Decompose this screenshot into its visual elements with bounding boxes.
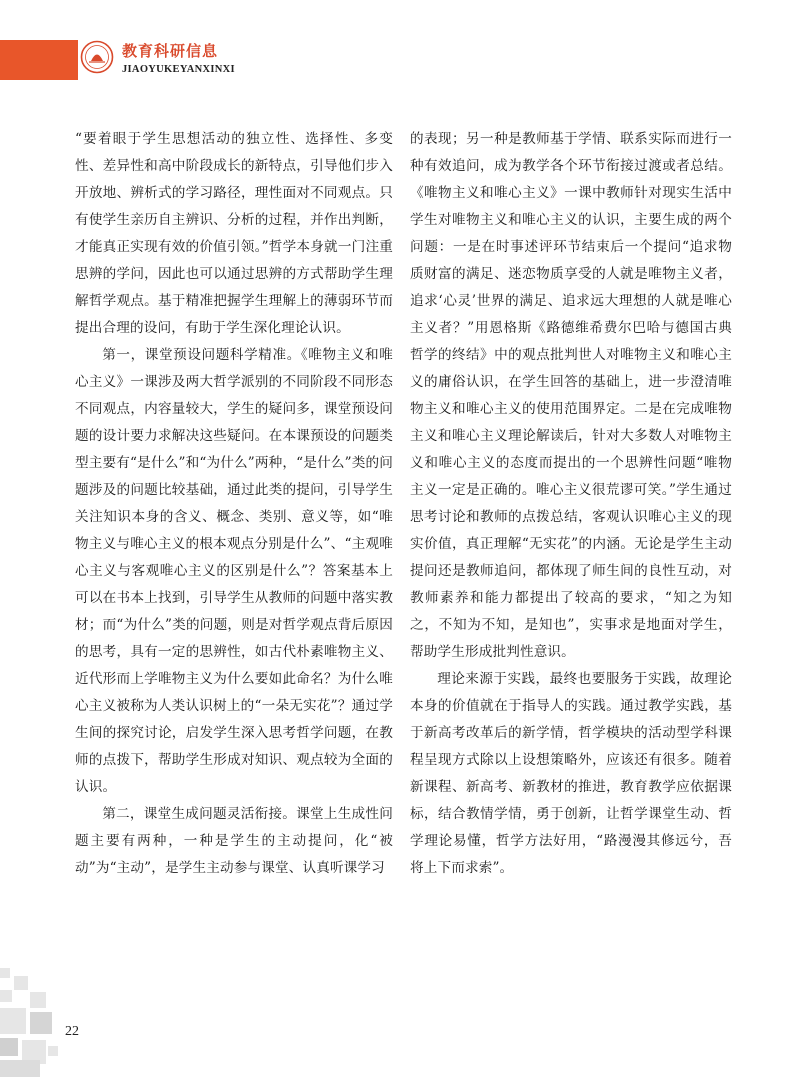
brand-title-en: JIAOYUKEYANXINXI [122,64,235,75]
right-column [410,126,732,882]
paragraph: 理论来源于实践，最终也要服务于实践，故理论本身的价值就在于指导人的实践。通过教学实践，基于新高考改革后的新学情，哲学模块的活动型学科课程呈现方式除以上设想策略外，应该还有很多。随着新课程、新高考、新教材的推进，教育教学应依据课标，结合教情学情，勇于创新，让哲学课堂生动、哲学理论易懂，哲学方法好用，“路漫漫其修远兮，吾将上下而求索”。 [410,671,732,876]
paragraph: 的表现；另一种是教师基于学情、联系实际而进行一种有效追问，成为教学各个环节衔接过渡或者总结。《唯物主义和唯心主义》一课中教师针对现实生活中学生对唯物主义和唯心主义的认识，主要生成的两个问题：一是在时事述评环节结束后一个提问“追求物质财富的满足、迷恋物质享受的人就是唯物主义者，追求‘心灵’世界的满足、追求远大理想的人就是唯心主义者？”用恩格斯《路德维希费尔巴哈与德国古典哲学的终结》中的观点批判世人对唯物主义和唯心主义的庸俗认识，在学生回答的基础上，进一步澄清唯物主义和唯心主义的使用范围界定。二是在完成唯物主义和唯心主义理论解读后，针对大多数人对唯物主义和唯心主义的态度而提出的一个思辨性问题“唯物主义一定是正确的。唯心主义很荒谬可笑。”学生通过思考讨论和教师的点拨总结，客观认识唯心主义的现实价值，真正理解“无实花”的内涵。无论是学生主动提问还是教师追问，都体现了师生间的良性互动，对教师素养和能力都提出了较高的要求，“知之为知之，不知为不知，是知也”，实事求是地面对学生，帮助学生形成批判性意识。 [410,131,732,660]
page-number: 22 [65,1024,79,1039]
paragraph: 第一，课堂预设问题科学精准。《唯物主义和唯心主义》一课涉及两大哲学派别的不同阶段不同形态不同观点，内容量较大，学生的疑问多，课堂预设问题的设计要力求解决这些疑问。在本课预设的问题类型主要有“是什么”和“为什么”两种，“是什么”类的问题涉及的问题比较基础，通过此类的提问，引导学生关注知识本身的含义、概念、类别、意义等，如“唯物主义与唯心主义的根本观点分别是什么”、“主观唯心主义与客观唯心主义的区别是什么”？答案基本上可以在书本上找到，引导学生从教师的问题中落实教材；而“为什么”类的问题，则是对哲学观点背后原因的思考，具有一定的思辨性，如古代朴素唯物主义、近代形而上学唯物主义为什么要如此命名？为什么唯心主义被称为人类认识树上的“一朵无实花”？通过学生间的探究讨论，启发学生深入思考哲学问题，在教师的点拨下，帮助学生形成对知识、观点较为全面的认识。 [75,347,393,795]
emblem-icon [80,40,114,74]
paragraph: “要着眼于学生思想活动的独立性、选择性、多变性、差异性和高中阶段成长的新特点，引导他们步入开放地、辨析式的学习路径，理性面对不同观点。只有使学生亲历自主辨识、分析的过程，并作出判断，才能真正实现有效的价值引领。”哲学本身就一门注重思辨的学问，因此也可以通过思辨的方式帮助学生理解哲学观点。基于精准把握学生理解上的薄弱环节而提出合理的设问，有助于学生深化理论认识。 [75,131,393,336]
brand-title-cn: 教育科研信息 [122,42,219,60]
left-column [75,126,393,882]
header-accent-bar [0,40,78,80]
paragraph: 第二，课堂生成问题灵活衔接。课堂上生成性问题主要有两种，一种是学生的主动提问，化“被动”为“主动”，是学生主动参与课堂、认真听课学习 [75,806,393,876]
